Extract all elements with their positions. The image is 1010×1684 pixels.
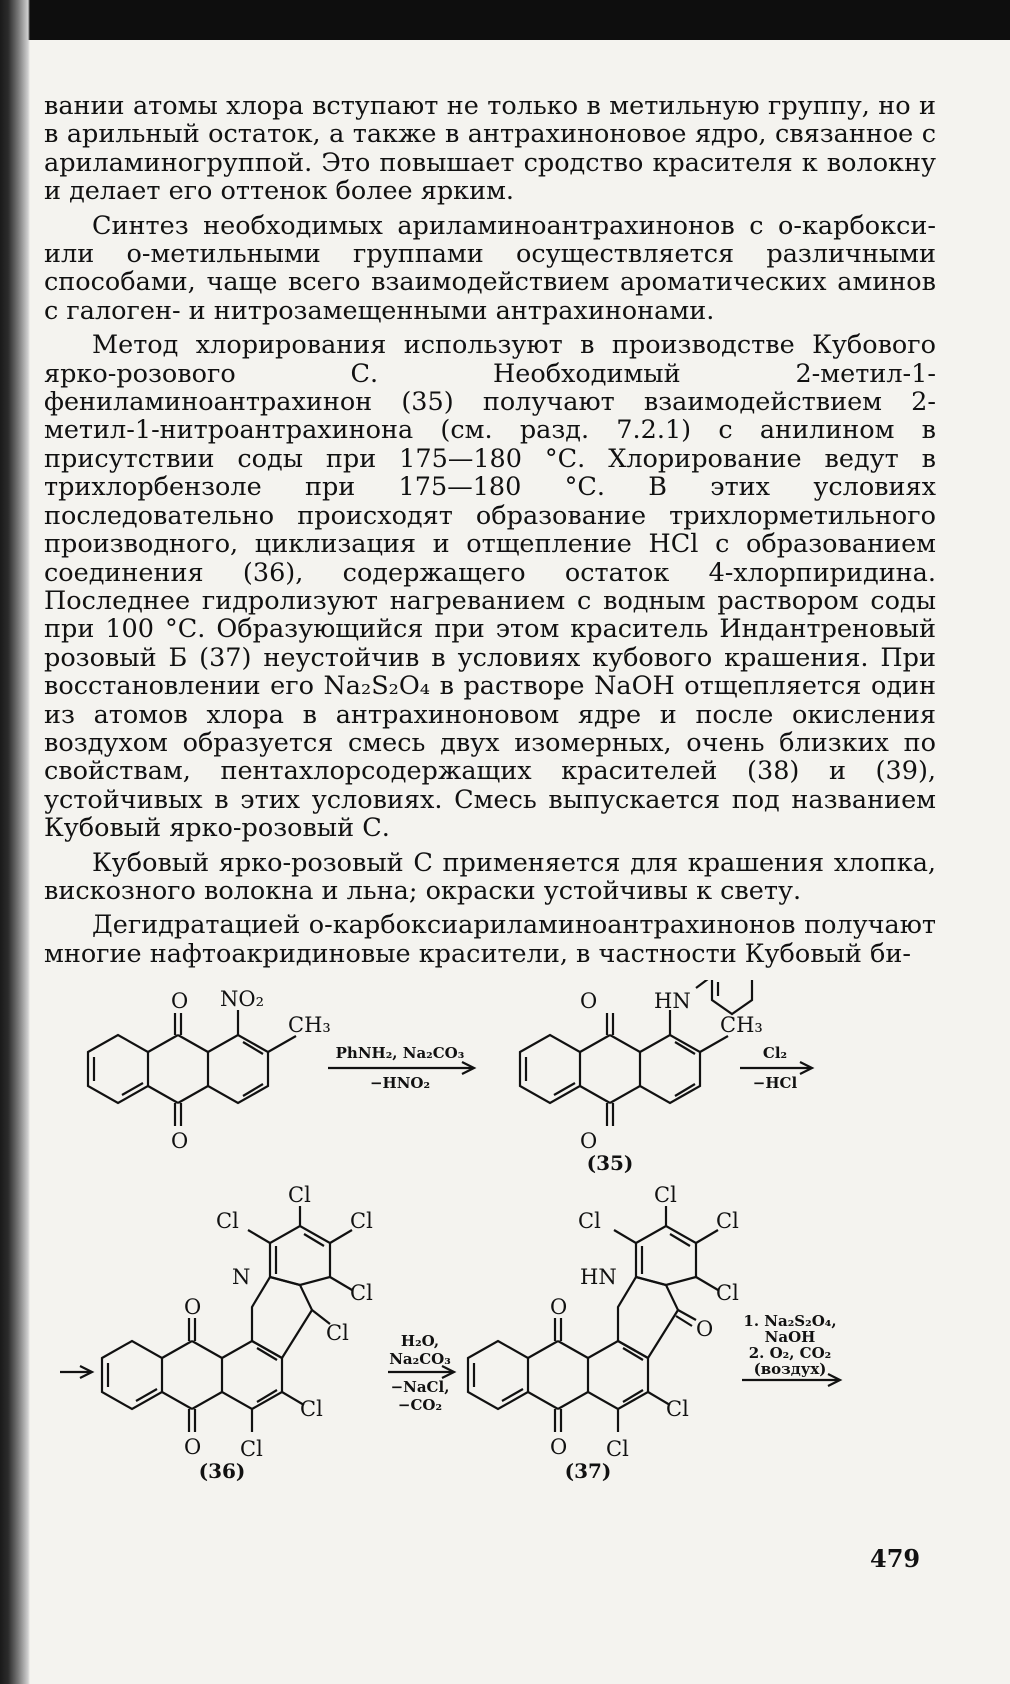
paragraph-4: Кубовый ярко-розовый С применяется для крашения хлопка, вискозного волокна и льна; окраски устойчивы к свету. xyxy=(44,847,936,906)
label-CH3: CH₃ xyxy=(720,1013,763,1037)
label-O: O xyxy=(550,1295,568,1319)
arrow-4-step-1: 1. Na₂S₂O₄, xyxy=(743,1312,837,1330)
label-NO2: NO₂ xyxy=(220,987,265,1011)
label-Cl: Cl xyxy=(606,1437,629,1461)
label-Cl: Cl xyxy=(716,1281,739,1305)
arrow-3-byproduct-1: −NaCl, xyxy=(390,1378,450,1396)
molecule-35 xyxy=(520,980,752,1126)
arrow-3-reagent-1: H₂O, xyxy=(400,1332,440,1350)
arrow-1-reagents: PhNH₂, Na₂CO₃ xyxy=(335,1044,465,1062)
molecule-nitro-anthraquinone xyxy=(88,1010,296,1126)
label-O: O xyxy=(580,1129,598,1153)
label-Cl: Cl xyxy=(716,1209,739,1233)
label-O: O xyxy=(580,989,598,1013)
paragraph-1: вании атомы хлора вступают не только в метильную группу, но и в арильный остаток, а также в антрахиноновое ядро, связанное с ариламиногруппой. Это повышает сродство красителя к волокну и делает его оттенок более ярким. xyxy=(44,91,936,207)
scan-top-border xyxy=(0,0,1010,40)
arrow-4-step-1-base: NaOH xyxy=(764,1328,816,1346)
arrow-2-byproduct: −HCl xyxy=(752,1074,798,1092)
label-O: O xyxy=(184,1435,202,1459)
label-O: O xyxy=(171,989,189,1013)
label-Cl: Cl xyxy=(578,1209,601,1233)
label-Cl: Cl xyxy=(326,1321,349,1345)
reaction-scheme xyxy=(60,980,960,1590)
label-N: N xyxy=(232,1265,251,1289)
arrow-1-byproduct: −HNO₂ xyxy=(369,1074,431,1092)
label-HN: HN xyxy=(580,1265,617,1289)
label-Cl: Cl xyxy=(666,1397,689,1421)
arrow-3-reagent-2: Na₂CO₃ xyxy=(389,1350,451,1368)
arrow-3-byproduct-2: −CO₂ xyxy=(397,1396,443,1414)
paragraph-3: Метод хлорирования используют в производстве Кубового ярко-розового С. Необходимый 2-метил-1-фениламиноантрахинон (35) получают взаимодействием 2-метил-1-нитроантрахинона (см. разд. 7.2.1) с анилином в присутствии соды при 175—180 °С. Хлорирование ведут в трихлорбензоле при 175—180 °С. В этих условиях последовательно происходят образование трихлорметильного производного, циклизация и отщепление HCl с образованием соединения (36), содержащего остаток 4-хлорпиридина. Последнее гидролизуют нагреванием с водным раствором соды при 100 °С. Образующийся при этом краситель Индантреновый розовый Б (37) неустойчив в условиях кубового крашения. При восстановлении его Na₂S₂O₄ в растворе NaOH отщепляется один из атомов хлора в антрахиноновом ядре и после окисления воздухом образуется смесь двух изомерных, очень близких по свойствам, пентахлорсодержащих красителей (38) и (39), устойчивых в этих условиях. Смесь выпускается под названием Кубовый ярко-розовый С. xyxy=(44,330,936,844)
label-O: O xyxy=(171,1129,189,1153)
label-Cl: Cl xyxy=(350,1209,373,1233)
page-number: 479 xyxy=(870,1544,921,1573)
label-Cl: Cl xyxy=(300,1397,323,1421)
label-HN: HN xyxy=(654,989,691,1013)
label-O: O xyxy=(184,1295,202,1319)
paragraph-2: Синтез необходимых ариламиноантрахинонов с о-карбокси- или о-метильными группами осуществляется различными способами, чаще всего взаимодействием ароматических аминов с галоген- и нитрозамещенными антрахинонами. xyxy=(44,210,936,326)
label-Cl: Cl xyxy=(216,1209,239,1233)
arrow-2-reagent: Cl₂ xyxy=(762,1044,788,1062)
label-Cl: Cl xyxy=(240,1437,263,1461)
label-Cl: Cl xyxy=(654,1183,677,1207)
page-body xyxy=(44,92,936,968)
scan-left-edge xyxy=(0,0,30,1684)
label-O: O xyxy=(550,1435,568,1459)
label-Cl: Cl xyxy=(288,1183,311,1207)
arrow-4-step-2-note: (воздух) xyxy=(753,1360,827,1378)
compound-label-35: (35) xyxy=(586,1151,634,1175)
compound-label-37: (37) xyxy=(564,1459,612,1483)
arrow-4-step-2: 2. O₂, CO₂ xyxy=(748,1344,832,1362)
label-O: O xyxy=(696,1317,714,1341)
label-Cl: Cl xyxy=(350,1281,373,1305)
paragraph-5: Дегидратацией о-карбоксиариламиноантрахинонов получают многие нафтоакридиновые красители, в частности Кубовый би- xyxy=(44,910,936,969)
label-CH3: CH₃ xyxy=(288,1013,331,1037)
compound-label-36: (36) xyxy=(198,1459,246,1483)
